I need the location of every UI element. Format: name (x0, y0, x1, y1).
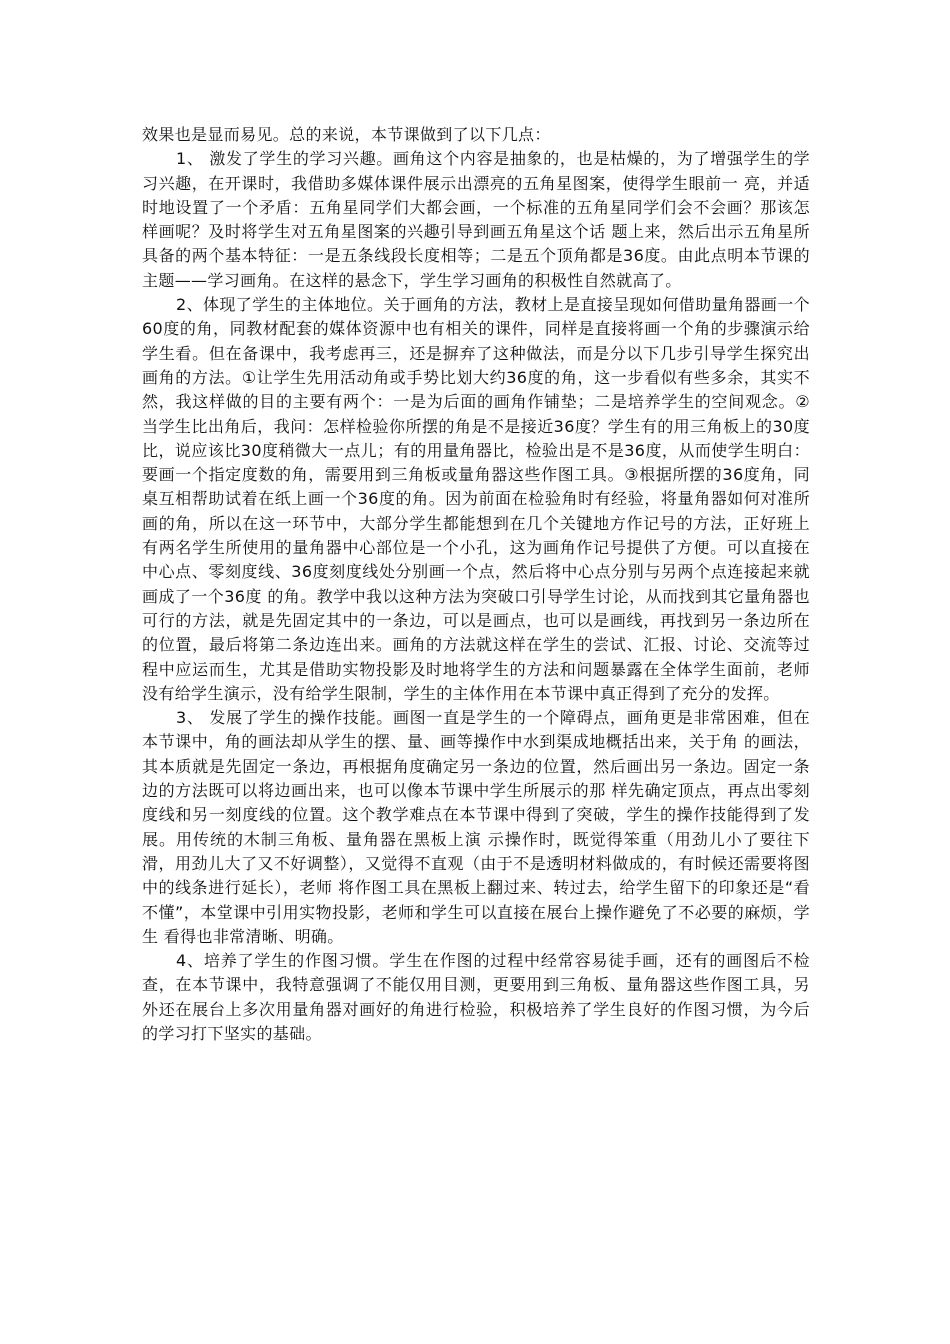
point-2-paragraph: 2、体现了学生的主体地位。关于画角的方法，教材上是直接呈现如何借助量角器画一个60度的角，同教材配套的媒体资源中也有相关的课件，同样是直接将画一个角的步骤演示给学生看。但在备课中，我考虑再三，还是摒弃了这种做法，而是分以下几步引导学生探究出画角的方法。①让学生先用活动角或手势比划大约36度的角，这一步看似有些多余，其实不然，我这样做的目的主要有两个：一是为后面的画角作铺垫；二是培养学生的空间观念。②当学生比出角后，我问：怎样检验你所摆的角是不是接近36度？学生有的用三角板上的30度比，说应该比30度稍微大一点儿；有的用量角器比，检验出是不是36度，从而使学生明白：要画一个指定度数的角，需要用到三角板或量角器这些作图工具。③根据所摆的36度角，同桌互相帮助试着在纸上画一个36度的角。因为前面在检验角时有经验，将量角器如何对准所画的角，所以在这一环节中，大部分学生都能想到在几个关键地方作记号的方法，正好班上有两名学生所使用的量角器中心部位是一个小孔，这为画角作记号提供了方便。可以直接在中心点、零刻度线、36度刻度线处分别画一个点，然后将中心点分别与另两个点连接起来就画成了一个36度 的角。教学中我以这种方法为突破口引导学生讨论，从而找到其它量角器也可行的方法，就是先固定其中的一条边，可以是画点，也可以是画线，再找到另一条边所在的位置，最后将第二条边连出来。画角的方法就这样在学生的尝试、汇报、讨论、交流等过程中应运而生，尤其是借助实物投影及时地将学生的方法和问题暴露在全体学生面前，老师没有给学生演示，没有给学生限制，学生的主体作用在本节课中真正得到了充分的发挥。 (142, 295, 810, 703)
body-text (142, 123, 810, 1046)
point-1-paragraph: 1、 激发了学生的学习兴趣。画角这个内容是抽象的，也是枯燥的，为了增强学生的学习兴趣，在开课时，我借助多媒体课件展示出漂亮的五角星图案，使得学生眼前一 亮，并适时地设置了一个矛盾：五角星同学们大都会画，一个标准的五角星同学们会不会画？那该怎样画呢？及时将学生对五角星图案的兴趣引导到画五角星这个话 题上来，然后出示五角星所具备的两个基本特征：一是五条线段长度相等；二是五个顶角都是36度。由此点明本节课的主题——学习画角。在这样的悬念下，学生学习画角的积极性自然就高了。 (142, 149, 810, 290)
point-4-paragraph: 4、培养了学生的作图习惯。学生在作图的过程中经常容易徒手画，还有的画图后不检查，在本节课中，我特意强调了不能仅用目测，更要用到三角板、量角器这些作图工具，另外还在展台上多次用量角器对画好的角进行检验，积极培养了学生良好的作图习惯，为今后的学习打下坚实的基础。 (142, 951, 810, 1043)
intro-paragraph: 效果也是显而易见。总的来说，本节课做到了以下几点： (142, 125, 551, 144)
point-3-paragraph: 3、 发展了学生的操作技能。画图一直是学生的一个障碍点，画角更是非常困难，但在本节课中，角的画法却从学生的摆、量、画等操作中水到渠成地概括出来，关于角 的画法，其本质就是先固定一条边，再根据角度确定另一条边的位置，然后画出另一条边。固定一条边的方法既可以将边画出来，也可以像本节课中学生所展示的那 样先确定顶点，再点出零刻度线和另一刻度线的位置。这个教学难点在本节课中得到了突破，学生的操作技能得到了发展。用传统的木制三角板、量角器在黑板上演 示操作时，既觉得笨重（用劲儿小了要往下滑，用劲儿大了又不好调整），又觉得不直观（由于不是透明材料做成的，有时候还需要将图中的线条进行延长），老师 将作图工具在黑板上翻过来、转过去，给学生留下的印象还是“看不懂”，本堂课中引用实物投影，老师和学生可以直接在展台上操作避免了不必要的麻烦，学生 看得也非常清晰、明确。 (142, 708, 810, 946)
